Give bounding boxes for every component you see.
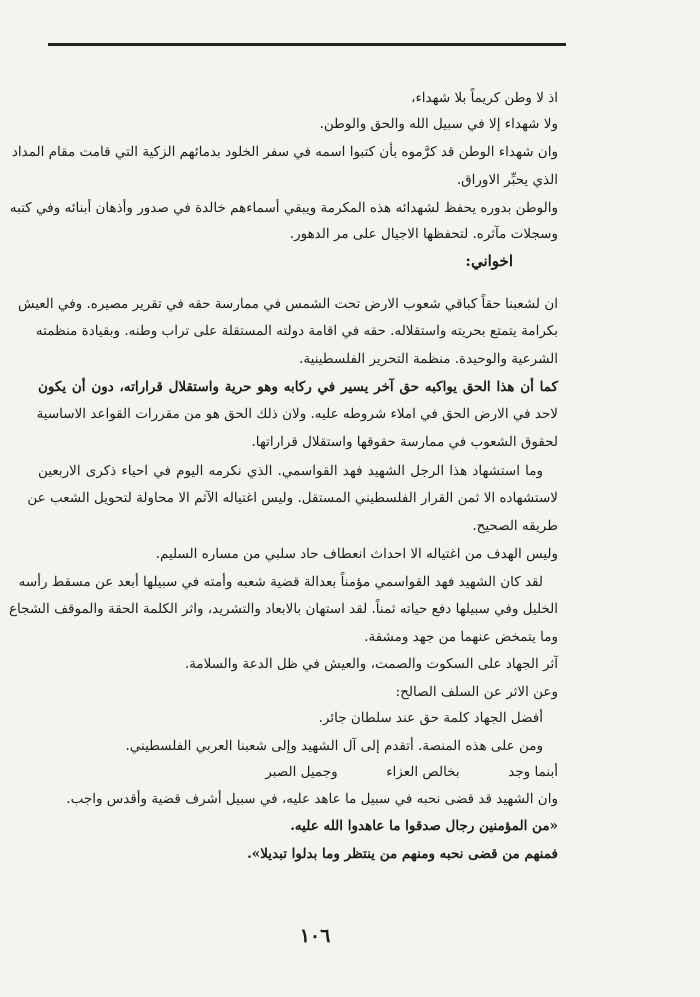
line-2: ولا شهداء إلا في سبيل الله والحق والوطن. xyxy=(319,116,558,132)
line-24: ومن على هذه المنصة. أتقدم إلى آل الشهيد وإلى شعبنا العربي الفلسطيني. xyxy=(125,738,543,754)
condolence-part-1: أبنما وجد xyxy=(508,764,558,780)
line-10: الشرعية والوحيدة. منظمة التحرير الفلسطينية. xyxy=(299,351,558,367)
section-heading: اخواني: xyxy=(465,252,513,270)
line-3: وان شهداء الوطن قد كرَّموه بأن كتبوا اسمه في سفر الخلود بدمائهم الزكية التي قامت مقام المداد xyxy=(11,144,558,160)
line-17: وليس الهدف من اغتياله الا احداث انعطاف حاد سلبي من مساره السليم. xyxy=(155,546,558,562)
line-1: اذ لا وطن كريماً بلا شهداء، xyxy=(411,90,558,106)
quote-line-1: «من المؤمنين رجال صدقوا ما عاهدوا الله عليه. xyxy=(290,818,558,834)
line-9: بكرامة يتمتع بحريته واستقلاله. حقه في اقامة دولته المستقلة على تراب وطنه. وبقيادة منظمته xyxy=(35,323,558,339)
page-number: ١٠٦ xyxy=(299,925,331,947)
line-14: وما استشهاد هذا الرجل الشهيد فهد القواسمي. الذي نكرمه اليوم في احياء ذكرى الاربعين xyxy=(38,463,543,479)
line-23: أفضل الجهاد كلمة حق عند سلطان جائر. xyxy=(318,710,543,726)
line-22: وعن الاثر عن السلف الصالح: xyxy=(395,684,558,700)
header-rule xyxy=(48,43,566,46)
line-18: لقد كان الشهيد فهد القواسمي مؤمناً بعدالة قضية شعبه وأمته في سبيلها أبعد عن مسقط رأسه xyxy=(18,574,543,590)
quote-line-2: فمنهم من قضى نحبه ومنهم من ينتظر وما بدلوا تبديلا». xyxy=(247,846,558,862)
condolence-part-2: بخالص العزاء xyxy=(386,764,460,780)
line-15: لاستشهاده الا ثمن القرار الفلسطيني المستقل. وليس اغتياله الآثم الا محاولة لتحويل الشعب عن xyxy=(27,490,558,506)
line-20: وما يتمخض عنهما من جهد ومشقة. xyxy=(364,629,558,645)
condolence-part-3: وجميل الصبر xyxy=(265,764,338,780)
condolence-line xyxy=(38,764,558,780)
line-12: لاحد في الارض الحق في املاء شروطه عليه. ولان ذلك الحق هو من مقررات القواعد الاساسية xyxy=(36,406,558,422)
line-21: آثر الجهاد على السكوت والصمت، والعيش في ظل الدعة والسلامة. xyxy=(184,656,558,672)
line-5: والوطن بدوره يحفظ لشهدائه هذه المكرمة ويبقي أسماءهم خالدة في صدور وأذهان أبنائه وفي كتبه xyxy=(9,200,558,216)
line-26: وان الشهيد قد قضى نحبه في سبيل ما عاهد عليه، في سبيل أشرف قضية وأقدس واجب. xyxy=(66,791,558,807)
line-8: ان لشعبنا حقاً كباقي شعوب الارض تحت الشمس في ممارسة حقه في تقرير مصيره. وفي العيش xyxy=(17,296,558,312)
line-16: طريقه الصحيح. xyxy=(472,518,558,534)
line-13: لحقوق الشعوب في ممارسة حقوقها واستقلال قراراتها. xyxy=(251,434,558,450)
line-11: كما أن هذا الحق يواكبه حق آخر يسير في ركابه وهو حرية واستقلال قراراته، دون أن يكون xyxy=(38,379,558,395)
line-6: وسجلات مآثره. لتحفظها الاجيال على مر الدهور. xyxy=(289,226,558,242)
line-19: الخليل وفي سبيلها دفع حياته ثمناً. لقد استهان بالابعاد والتشريد، واثر الكلمة الحقة والموقف الشجاع xyxy=(9,601,558,617)
line-4: الذي يحبِّر الاوراق. xyxy=(456,172,558,188)
